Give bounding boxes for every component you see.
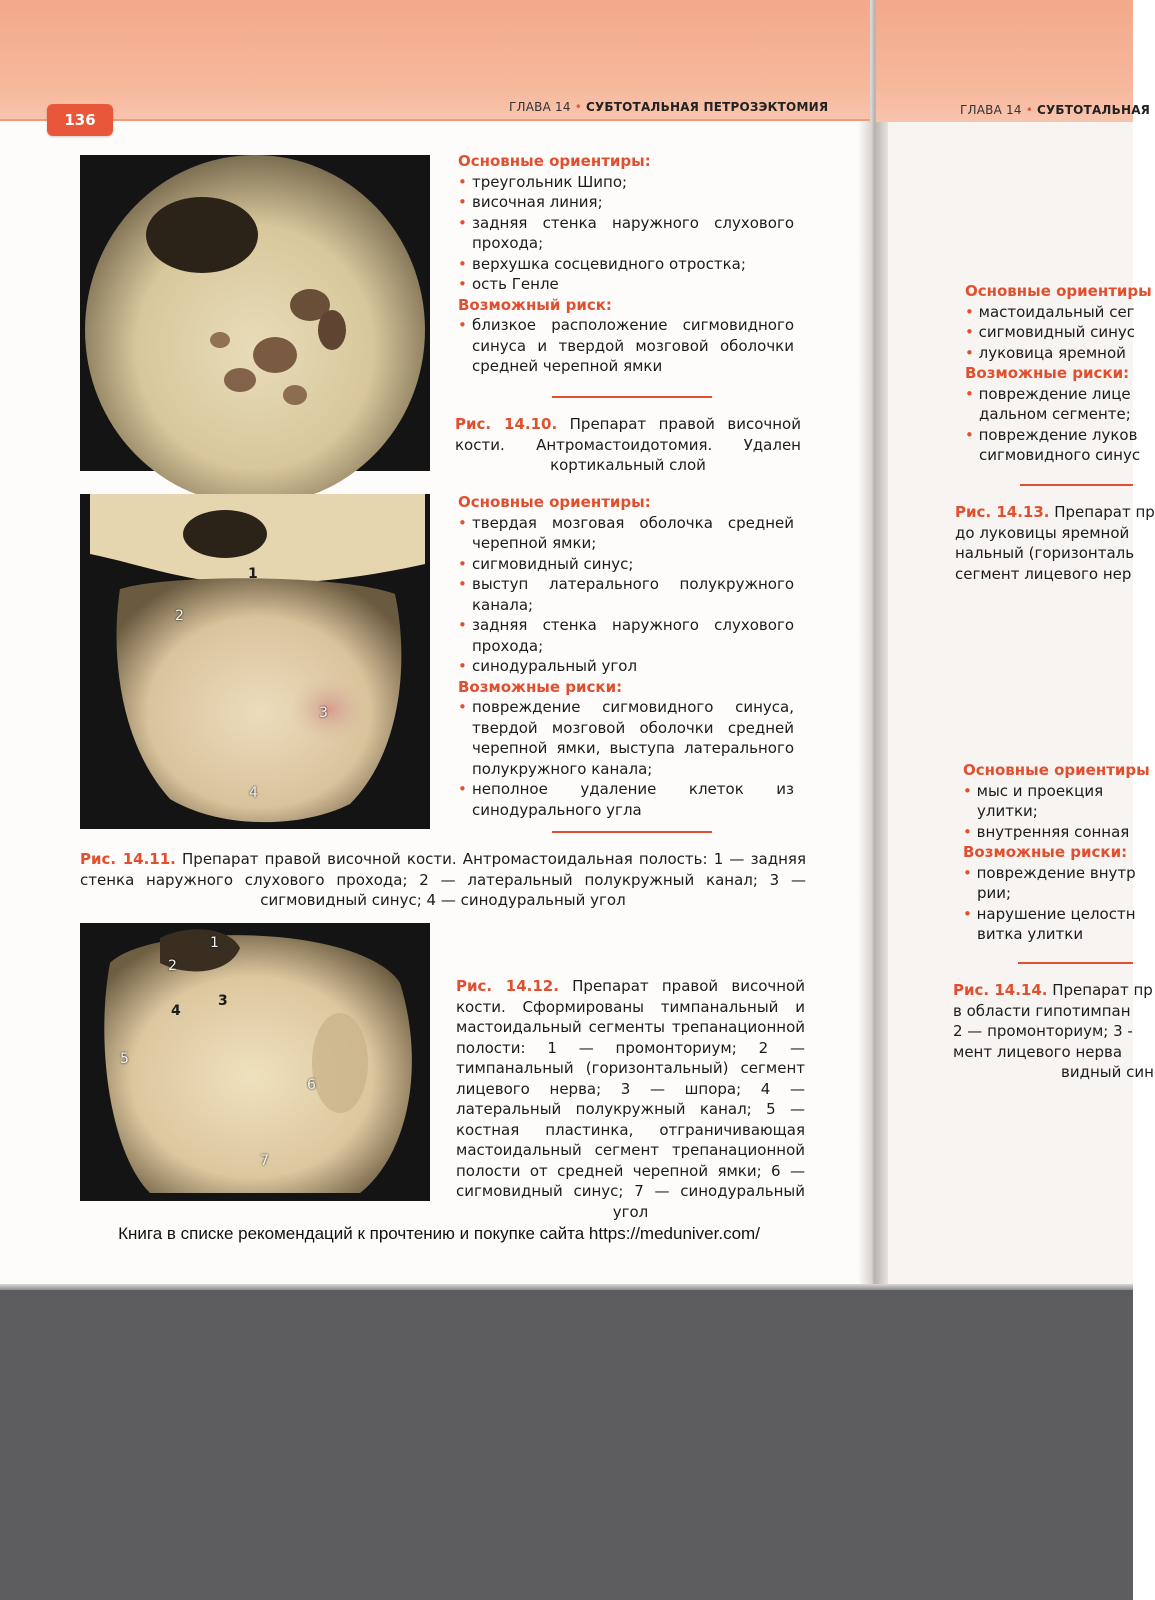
list-item-continuation: витка улитки [977, 925, 1084, 943]
right-figure-14-13-caption [955, 502, 1155, 584]
running-head-title: СУБТОТАЛЬНАЯ ПЕТРОЗЭКТОМИЯ [585, 100, 829, 114]
right-page-notes-2 [963, 760, 1150, 945]
risk-heading: Возможные риски: [963, 843, 1128, 861]
landmarks-heading: Основные ориентиры: [458, 152, 651, 170]
list-item-continuation: дальном сегменте; [979, 405, 1131, 423]
caption-line: мент лицевого нерва [953, 1042, 1123, 1061]
risks-list [458, 697, 794, 820]
risk-heading: Возможные риски: [965, 364, 1130, 382]
list-item: • нарушение целостн [963, 904, 1136, 923]
running-head-chapter: ГЛАВА 14 [509, 100, 571, 114]
caption-line: 2 — промонториум; 3 - [953, 1022, 1133, 1040]
caption-line: в области гипотимпан [953, 1001, 1131, 1020]
figure-14-10-notes [458, 151, 794, 377]
caption-text: Препарат пр [1054, 503, 1155, 521]
list-item: • сигмовидный синус; [458, 554, 794, 575]
figure-label-3: 3 [319, 705, 328, 721]
list-item: • сигмовидный синус [965, 323, 1136, 341]
list-item-text: внутренняя сонная [976, 822, 1130, 841]
footer-note: Книга в списке рекомендаций к прочтению и покупке сайта https://meduniver.com/ [118, 1224, 760, 1243]
section-rule [552, 396, 712, 398]
list-item-continuation: улитки; [977, 802, 1038, 820]
scanner-background [0, 1290, 1133, 1600]
caption-line: до луковицы яремной [955, 523, 1130, 542]
caption-line: сегмент лицевого нер [955, 564, 1132, 583]
right-figure-14-14-caption [953, 980, 1154, 1083]
section-rule [552, 831, 712, 833]
list-item: • повреждение внутр [963, 863, 1136, 882]
list-item: • повреждение сигмовидного синуса, твердой мозговой оболочки средней черепной ямки, выступа латерального полукружного канала; [458, 697, 794, 779]
running-head-bullet: • [574, 100, 582, 114]
list-item: • близкое расположение сигмовидного синуса и твердой мозговой оболочки средней черепной ямки [458, 315, 794, 377]
list-item: • выступ латерального полукружного канала; [458, 574, 794, 615]
figure-14-11-photo [80, 494, 430, 829]
right-running-head-bullet: • [1025, 103, 1033, 117]
figure-label-7: 7 [260, 1153, 269, 1169]
figure-label-1: 1 [248, 566, 258, 582]
list-item: • луковица яремной [965, 343, 1126, 362]
figure-label-4: 4 [249, 785, 258, 801]
figure-label-1: 1 [210, 935, 219, 951]
caption-line: нальный (горизонталь [955, 544, 1135, 562]
list-item-text: мыс и проекция [976, 781, 1104, 800]
list-item-continuation: рии; [977, 884, 1012, 902]
caption-text: Препарат правой височной кости. Антромастоидотомия. Удален кортикальный слой [455, 415, 801, 474]
page-number-badge: 136 [47, 104, 113, 136]
list-item-text: луковица яремной [978, 343, 1126, 362]
list-item: • задняя стенка наружного слухового прохода; [458, 213, 794, 254]
right-page-notes-1 [965, 281, 1152, 466]
list-item: • синодуральный угол [458, 656, 794, 677]
caption-text: Препарат пр [1052, 981, 1153, 999]
section-rule [1018, 962, 1133, 964]
list-item: • повреждение луков [965, 425, 1138, 444]
caption-label: Рис. 14.12. [456, 977, 559, 995]
figure-label-4: 4 [171, 1003, 181, 1019]
list-item: • верхушка сосцевидного отростка; [458, 254, 794, 275]
landmarks-list [458, 172, 794, 295]
risk-heading: Возможный риск: [458, 295, 612, 314]
caption-label: Рис. 14.10. [455, 415, 558, 433]
landmarks-list [458, 513, 794, 677]
caption-line [955, 502, 1155, 523]
list-item: • мыс и проекция [963, 781, 1104, 800]
figure-14-12-caption [456, 976, 805, 1222]
list-item: • неполное удаление клеток из синодурального угла [458, 779, 794, 820]
list-item-text: сигмовидный синус [978, 323, 1136, 341]
figure-14-11-caption [80, 849, 806, 911]
list-item: • внутренняя сонная [963, 822, 1130, 841]
caption-label: Рис. 14.14. [953, 981, 1048, 999]
figure-14-11-notes [458, 492, 794, 820]
list-item: • повреждение лице [965, 384, 1131, 403]
section-rule [1020, 484, 1133, 486]
list-item-text: повреждение лице [978, 384, 1131, 403]
list-item-text: нарушение целостн [976, 904, 1136, 923]
list-item-text: мастоидальный сег [978, 302, 1135, 321]
caption-line [953, 980, 1153, 1001]
caption-label: Рис. 14.11. [80, 850, 176, 868]
list-item: • треугольник Шипо; [458, 172, 794, 193]
risks-list [458, 315, 794, 377]
list-item: • височная линия; [458, 192, 794, 213]
list-item: • мастоидальный сег [965, 302, 1135, 321]
landmarks-heading: Основные ориентиры: [458, 493, 651, 511]
list-item: • твердая мозговая оболочка средней черепной ямки; [458, 513, 794, 554]
header-divider [0, 119, 870, 121]
caption-label: Рис. 14.13. [955, 503, 1050, 521]
list-item-text: повреждение луков [978, 425, 1138, 444]
right-page [878, 0, 1154, 1290]
figure-label-6: 6 [307, 1077, 316, 1093]
right-running-head [960, 103, 1150, 117]
list-item-text: повреждение внутр [976, 863, 1136, 882]
caption-text: Препарат правой височной кости. Антромастоидальная полость: 1 — задняя стенка наружного слухового прохода; 2 — латеральный полукружный канал; 3 — сигмовидный синус; 4 — синодуральный угол [80, 850, 806, 909]
caption-line: видный син [1061, 1063, 1154, 1081]
figure-label-5: 5 [120, 1051, 129, 1067]
landmarks-heading: Основные ориентиры [963, 761, 1150, 779]
figure-label-2: 2 [168, 958, 177, 974]
running-head [509, 100, 828, 114]
figure-label-2: 2 [175, 608, 184, 624]
list-item: • ость Генле [458, 274, 794, 295]
list-item-continuation: сигмовидного синус [979, 446, 1141, 464]
right-running-head-title: СУБТОТАЛЬНАЯ [1036, 103, 1151, 117]
book-spine [858, 0, 888, 1290]
figure-14-12-photo [80, 923, 430, 1201]
figure-14-10-caption [455, 414, 801, 476]
risk-heading: Возможные риски: [458, 677, 623, 696]
landmarks-heading: Основные ориентиры [965, 282, 1152, 300]
caption-text: Препарат правой височной кости. Сформированы тимпанальный и мастоидальный сегменты трепанационной полости: 1 — промонториум; 2 — тимпанальный (горизонтальный) сегмент лицевого нерва; 3 — шпора; 4 — латеральный полукружный канал; 5 — костная пластинка, отграничивающая мастоидальный сегмент трепанационной полости от средней черепной ямки; 6 — сигмовидный синус; 7 — синодуральный угол [456, 977, 805, 1221]
list-item: • задняя стенка наружного слухового прохода; [458, 615, 794, 656]
figure-label-3: 3 [218, 993, 228, 1009]
figure-14-10-photo [80, 155, 430, 471]
right-running-head-chapter: ГЛАВА 14 [960, 103, 1022, 117]
